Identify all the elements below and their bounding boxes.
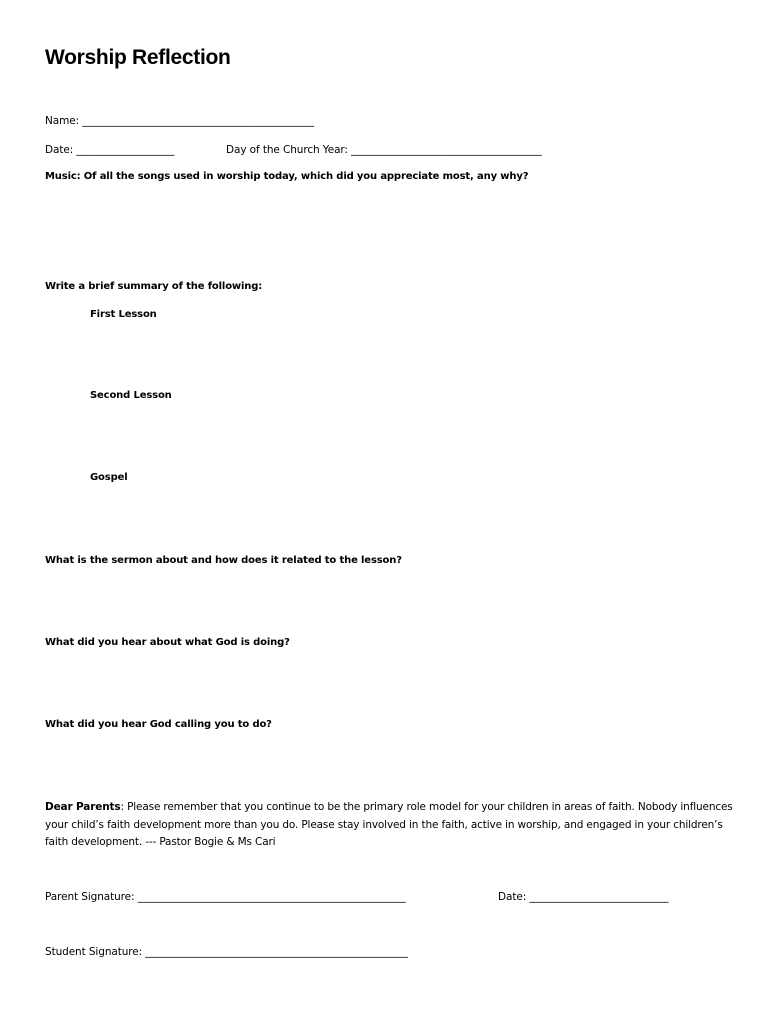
second-lesson-label: Second Lesson (90, 390, 172, 401)
date-field[interactable]: Date: ___________________ (45, 144, 175, 156)
music-question: Music: Of all the songs used in worship today, which did you appreciate most, any why? (45, 171, 529, 182)
parent-date-field[interactable]: Date: ___________________________ (498, 891, 669, 903)
parents-note-body: : Please remember that you continue to be the primary role model for your children in areas of faith. Nobody influences your child’s faith development more than you do. Please stay involved in the faith, active in worship, and engaged in your children’s faith development. --- Pastor Bogie & Ms Cari (45, 801, 733, 848)
student-signature-field[interactable]: Student Signature: ___________________________________________________ (45, 946, 408, 958)
page-title: Worship Reflection (45, 46, 231, 69)
first-lesson-label: First Lesson (90, 309, 157, 320)
sermon-question: What is the sermon about and how does it related to the lesson? (45, 555, 402, 566)
gospel-label: Gospel (90, 472, 128, 483)
parent-signature-field[interactable]: Parent Signature: ____________________________________________________ (45, 891, 406, 903)
name-field[interactable]: Name: _____________________________________________ (45, 115, 315, 127)
summary-instruction: Write a brief summary of the following: (45, 281, 263, 292)
god-calling-question: What did you hear God calling you to do? (45, 719, 272, 730)
parents-note (45, 799, 735, 852)
god-doing-question: What did you hear about what God is doing? (45, 637, 290, 648)
parents-note-heading: Dear Parents (45, 801, 121, 813)
church-year-field[interactable]: Day of the Church Year: _____________________________________ (226, 144, 542, 156)
